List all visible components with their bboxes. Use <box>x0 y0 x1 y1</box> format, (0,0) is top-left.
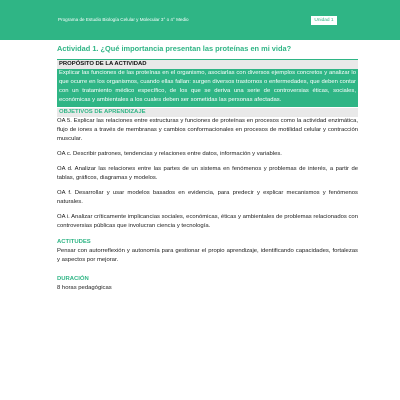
document-content <box>57 44 358 293</box>
objective-item: OA f. Desarrollar y usar modelos basados en evidencia, para predecir y explicar mecanismos y fenómenos naturales. <box>57 190 358 205</box>
objective-item: OA d. Analizar las relaciones entre las partes de un sistema en fenómenos y problemas de interés, a partir de tablas, gráficos, diagramas y modelos. <box>57 166 358 181</box>
unit-badge: Unidad 1 <box>311 16 337 25</box>
header-bar <box>0 0 400 40</box>
activity-title: Actividad 1. ¿Qué importancia presentan las proteínas en mi vida? <box>57 44 292 53</box>
objective-item: OA c. Describir patrones, tendencias y relaciones entre datos, información y variables. <box>57 151 282 157</box>
purpose-box <box>57 59 358 107</box>
objective-item: OA i. Analizar críticamente implicancias sociales, económicas, éticas y ambientales de problemas relacionados con controversias públicas que involucran ciencia y tecnología. <box>57 214 358 229</box>
purpose-text: Explicar las funciones de las proteínas en el organismo, asociarlas con diversos ejemplos concretos y analizar lo que ocurre en los organismos, cuando ellas fallan: surgen diversos trastornos o enfermedades, que deben contar con un tratamiento médico específico, de los que se deriva una serie de controversias éticas, sociales, económicas y ambientales a los cuales deben ser sometidas las personas afectadas. <box>59 70 356 103</box>
objective-item: OA 5. Explicar las relaciones entre estructuras y funciones de proteínas en procesos como la actividad enzimática, flujo de iones a través de membranas y cambios conformacionales en procesos de motilidad celular y contracción muscular. <box>57 118 358 142</box>
purpose-heading: PROPÓSITO DE LA ACTIVIDAD <box>57 60 358 69</box>
attitudes-text: Pensar con autorreflexión y autonomía para gestionar el propio aprendizaje, identificando capacidades, fortalezas y aspectos por mejorar. <box>57 248 358 263</box>
objectives-heading: OBJETIVOS DE APRENDIZAJE <box>57 108 358 117</box>
duration-heading: DURACIÓN <box>57 276 89 282</box>
duration-text: 8 horas pedagógicas <box>57 285 112 291</box>
attitudes-heading: ACTITUDES <box>57 239 91 245</box>
program-title: Programa de Estudio Biología Celular y Molecular 3° o 4° Medio <box>58 17 189 22</box>
